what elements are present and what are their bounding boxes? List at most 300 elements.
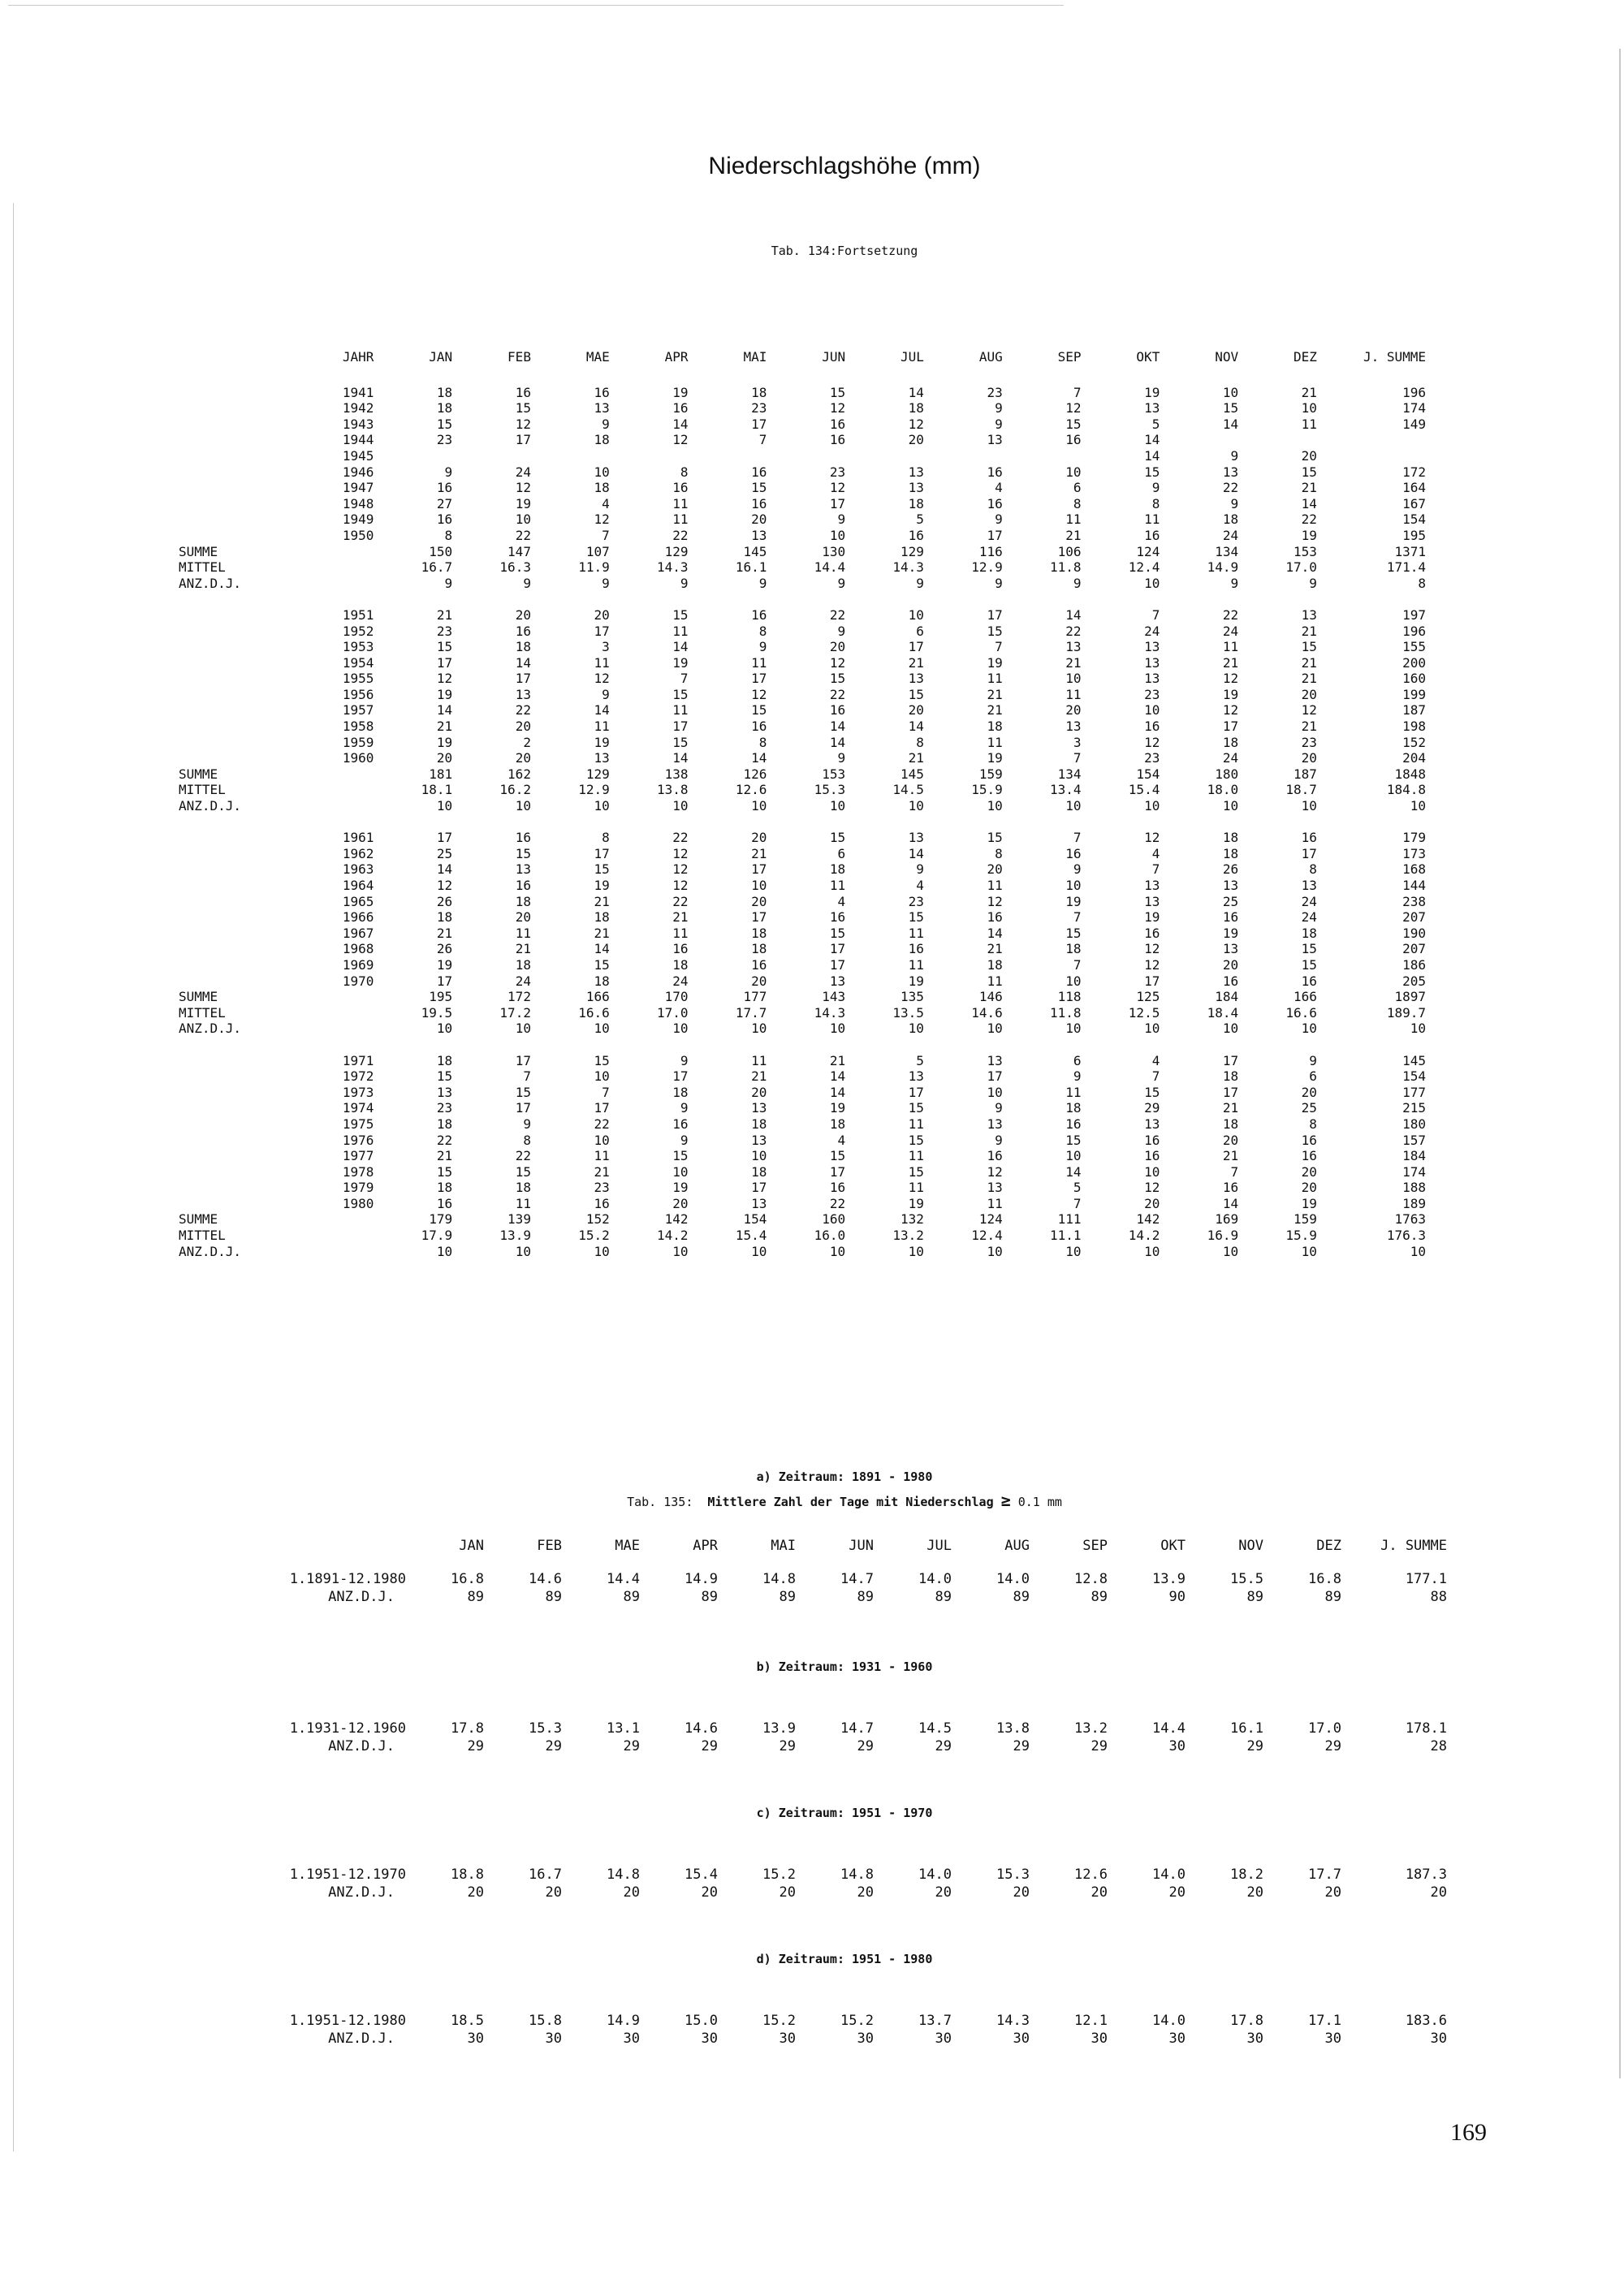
summary-value: 9 [995, 575, 1003, 591]
year-cell: 1951 [342, 606, 374, 623]
value-cell: 204 [1402, 750, 1426, 766]
value-cell: 30 [1246, 2031, 1263, 2047]
value-cell: 11 [1301, 416, 1317, 432]
summary-label: SUMME [179, 989, 218, 1005]
value-cell: 10 [672, 1163, 689, 1180]
value-cell: 11 [987, 734, 1003, 750]
tab135-row-period [252, 1570, 1447, 1588]
value-cell: 20 [672, 1195, 689, 1211]
value-cell: 12 [672, 845, 689, 861]
year-cell: 1958 [342, 719, 374, 735]
value-cell: 14 [594, 941, 610, 957]
value-cell: 14.0 [1152, 1867, 1186, 1883]
value-cell [1317, 448, 1426, 464]
value-cell: 13.7 [918, 2013, 952, 2029]
value-cell: 20 [908, 432, 924, 448]
summary-value: 17.7 [735, 1004, 767, 1021]
value-cell: 12 [1301, 702, 1317, 719]
value-cell: 18.8 [451, 1867, 484, 1883]
value-cell: 7 [680, 671, 689, 687]
value-cell: 13.9 [762, 1720, 796, 1737]
summary-value: 9 [1309, 575, 1317, 591]
year-cell: 1976 [342, 1132, 374, 1148]
value-cell: 22 [1222, 480, 1239, 496]
value-cell: 20 [857, 1884, 874, 1901]
value-cell: 21 [1301, 480, 1317, 496]
summary-value: 14.5 [892, 782, 924, 798]
block-spacer [252, 814, 1426, 831]
value-cell: 14 [829, 719, 846, 735]
year-cell: 1957 [342, 702, 374, 719]
tab134-table [179, 346, 1426, 1275]
table-row [252, 671, 1426, 687]
value-cell: 174 [1402, 400, 1426, 416]
summary-label: ANZ.D.J. [179, 1021, 242, 1037]
value-cell: 13 [1222, 941, 1239, 957]
summary-value: 10 [1065, 1021, 1082, 1037]
value-cell: 9 [995, 400, 1003, 416]
value-cell: 22 [672, 830, 689, 846]
value-cell: 13 [1144, 671, 1160, 687]
value-cell: 14 [829, 1068, 846, 1085]
value-cell: 23 [594, 1180, 610, 1196]
value-cell: 7 [1151, 1068, 1160, 1085]
value-cell: 16 [829, 1180, 846, 1196]
value-cell: 9 [1151, 480, 1160, 496]
summary-value: 15.3 [814, 782, 846, 798]
value-cell: 18 [751, 384, 767, 400]
value-cell: 13 [908, 1068, 924, 1085]
value-cell: 6 [1073, 480, 1082, 496]
value-cell: 21 [908, 654, 924, 671]
tab135-row-period [252, 1866, 1447, 1884]
summary-label: ANZ.D.J. [179, 1243, 242, 1259]
summary-row-anz [252, 798, 1426, 814]
value-cell: 16.8 [451, 1571, 484, 1587]
value-cell: 14.4 [1152, 1720, 1186, 1737]
summary-value: 16.6 [1285, 1004, 1317, 1021]
value-cell: 17 [594, 623, 610, 639]
year-cell: 1961 [342, 830, 374, 846]
value-cell: 11 [987, 878, 1003, 893]
value-cell: 16 [436, 511, 453, 528]
value-cell: 10 [594, 1068, 610, 1085]
year-cell: 1959 [342, 734, 374, 750]
value-cell: 7 [758, 432, 767, 448]
value-cell: 16 [829, 909, 846, 926]
summary-value: 169 [1215, 1211, 1239, 1228]
value-cell: 30 [1013, 2031, 1030, 2047]
value-cell: 10 [594, 1132, 610, 1148]
value-cell: 21 [1222, 654, 1239, 671]
value-cell: 29 [1144, 1100, 1160, 1116]
summary-value: 159 [978, 766, 1003, 782]
summary-value: 139 [508, 1211, 531, 1228]
value-cell: 18 [1222, 830, 1239, 846]
value-cell: 8 [1151, 495, 1160, 511]
value-cell: 20 [1144, 1195, 1160, 1211]
value-cell: 17 [829, 956, 846, 973]
value-cell: 10 [1301, 400, 1317, 416]
table-row [252, 496, 1426, 512]
value-cell: 19 [1144, 384, 1160, 400]
value-cell: 10 [1222, 384, 1239, 400]
value-cell: 30 [1324, 2031, 1341, 2047]
value-cell: 18 [594, 432, 610, 448]
value-cell: 15 [829, 384, 846, 400]
value-cell: 9 [995, 1132, 1003, 1148]
value-cell: 17 [751, 416, 767, 432]
value-cell: 24 [515, 464, 531, 480]
value-cell: 14.7 [840, 1571, 874, 1587]
summary-value: 14.2 [657, 1228, 689, 1244]
value-cell: 11 [672, 511, 689, 528]
value-cell: 22 [1065, 623, 1082, 639]
value-cell: 15 [515, 1084, 531, 1100]
table-row [252, 607, 1426, 624]
summary-value: 124 [1136, 543, 1160, 559]
value-cell: 19 [436, 686, 453, 702]
summary-value: 15.9 [971, 782, 1003, 798]
value-cell: 7 [523, 1068, 531, 1085]
value-cell: 15 [829, 671, 846, 687]
value-cell: 7 [1073, 384, 1082, 400]
value-cell: 19 [1301, 1195, 1317, 1211]
summary-value: 9 [680, 575, 689, 591]
value-cell: 89 [779, 1589, 796, 1605]
tab135-section-title: d) Zeitraum: 1951 - 1980 [756, 1952, 933, 1966]
value-cell: 16 [672, 400, 689, 416]
row-label: 1.1951-12.1970 [289, 1867, 406, 1883]
table-row [252, 926, 1426, 942]
value-cell: 22 [829, 686, 846, 702]
value-cell: 12.1 [1074, 2013, 1108, 2029]
value-cell: 89 [857, 1589, 874, 1605]
value-cell: 22 [829, 1195, 846, 1211]
summary-label: ANZ.D.J. [179, 798, 242, 814]
table-row [252, 973, 1426, 990]
value-cell: 13.2 [1074, 1720, 1108, 1737]
summary-value: 17.2 [499, 1004, 531, 1021]
summary-value: 10 [987, 798, 1003, 814]
page-number: 169 [1450, 2119, 1487, 2146]
value-cell: 17 [1222, 719, 1239, 735]
value-cell: 14 [908, 719, 924, 735]
tab135-row-anz [252, 1737, 1447, 1755]
summary-value: 13.4 [1050, 782, 1082, 798]
summary-value: 118 [1057, 989, 1082, 1005]
value-cell: 19 [672, 384, 689, 400]
value-cell: 23 [987, 384, 1003, 400]
value-cell: 17 [672, 1068, 689, 1085]
value-cell: 13 [436, 1084, 453, 1100]
row-label: 1.1951-12.1980 [289, 2013, 406, 2029]
summary-value: 10 [751, 798, 767, 814]
value-cell: 154 [1402, 511, 1426, 528]
summary-value: 116 [978, 543, 1003, 559]
summary-value: 14.6 [971, 1004, 1003, 1021]
summary-label: MITTEL [179, 782, 226, 798]
value-cell: 29 [623, 1738, 640, 1754]
value-cell: 12 [751, 686, 767, 702]
value-cell: 13.8 [996, 1720, 1030, 1737]
summary-value: 153 [822, 766, 846, 782]
value-cell: 13 [987, 432, 1003, 448]
value-cell: 5 [916, 511, 924, 528]
tab135-section-title: b) Zeitraum: 1931 - 1960 [756, 1659, 933, 1674]
block-spacer [252, 591, 1426, 607]
summary-value: 10 [1065, 1243, 1082, 1259]
value-cell: 7 [602, 1084, 610, 1100]
value-cell: 13 [908, 480, 924, 496]
year-cell: 1953 [342, 639, 374, 655]
summary-value: 15.2 [578, 1228, 610, 1244]
value-cell: 22 [515, 702, 531, 719]
value-cell: 17 [908, 1084, 924, 1100]
value-cell: 14.8 [840, 1867, 874, 1883]
value-cell: 17 [436, 973, 453, 989]
value-cell: 14 [751, 750, 767, 766]
summary-label: MITTEL [179, 559, 226, 576]
summary-value: 16.0 [814, 1228, 846, 1244]
summary-value: 12.4 [1128, 559, 1160, 576]
value-cell: 207 [1402, 909, 1426, 926]
value-cell: 15 [908, 1132, 924, 1148]
value-cell: 16 [908, 941, 924, 957]
value-cell: 5 [916, 1052, 924, 1068]
value-cell: 4 [837, 893, 846, 909]
value-cell: 21 [672, 909, 689, 926]
value-cell: 11 [908, 1148, 924, 1164]
value-cell: 14 [672, 750, 689, 766]
value-cell: 15 [672, 1148, 689, 1164]
value-cell: 21 [751, 845, 767, 861]
value-cell: 15 [1222, 400, 1239, 416]
value-cell: 13 [515, 686, 531, 702]
value-cell: 13 [594, 400, 610, 416]
value-cell [1317, 432, 1426, 448]
value-cell: 15 [987, 830, 1003, 846]
year-cell: 1954 [342, 654, 374, 671]
summary-value: 10 [436, 1021, 453, 1037]
value-cell: 17 [515, 432, 531, 448]
value-cell: 13 [1301, 878, 1317, 893]
value-cell: 30 [779, 2031, 796, 2047]
value-cell: 20 [467, 1884, 484, 1901]
value-cell: 15 [1301, 956, 1317, 973]
summary-value: 16.1 [735, 559, 767, 576]
value-cell: 12 [515, 416, 531, 432]
value-cell: 9 [680, 1132, 689, 1148]
summary-value: 106 [1057, 543, 1082, 559]
value-cell [1238, 432, 1317, 448]
value-cell: 17 [672, 719, 689, 735]
value-cell: 14.9 [607, 2013, 640, 2029]
value-cell [531, 448, 610, 464]
table-row [252, 702, 1426, 719]
value-cell: 23 [1144, 686, 1160, 702]
summary-value: 12.4 [971, 1228, 1003, 1244]
value-cell: 18 [436, 1116, 453, 1132]
value-cell: 11 [1144, 511, 1160, 528]
value-cell: 16 [1222, 1180, 1239, 1196]
value-cell: 18 [436, 384, 453, 400]
year-cell: 1973 [342, 1084, 374, 1100]
summary-value: 1763 [1394, 1211, 1426, 1228]
value-cell: 4 [916, 878, 924, 893]
value-cell: 16.8 [1308, 1571, 1341, 1587]
value-cell: 8 [916, 734, 924, 750]
summary-value: 166 [1294, 989, 1317, 1005]
summary-value: 153 [1294, 543, 1317, 559]
value-cell: 9 [444, 464, 453, 480]
value-cell: 6 [837, 845, 846, 861]
value-cell: 15 [594, 1052, 610, 1068]
summary-value: 11.8 [1050, 1004, 1082, 1021]
value-cell: 15 [751, 702, 767, 719]
value-cell: 13 [829, 973, 846, 989]
column-header: SEP [1057, 349, 1082, 365]
tab135-section-table [252, 2012, 1447, 2048]
value-cell: 16 [751, 719, 767, 735]
summary-value: 16.3 [499, 559, 531, 576]
value-cell: 15 [672, 606, 689, 623]
value-cell: 29 [857, 1738, 874, 1754]
value-cell: 15 [1301, 464, 1317, 480]
year-cell: 1965 [342, 893, 374, 909]
summary-value: 138 [664, 766, 689, 782]
value-cell: 17 [1222, 1052, 1239, 1068]
summary-value: 13.9 [499, 1228, 531, 1244]
value-cell: 30 [1430, 2031, 1447, 2047]
value-cell: 4 [1151, 1052, 1160, 1068]
value-cell: 15 [436, 1068, 453, 1085]
value-cell: 10 [1065, 1148, 1082, 1164]
value-cell: 24 [1144, 623, 1160, 639]
value-cell: 13 [987, 1180, 1003, 1196]
summary-value: 195 [429, 989, 453, 1005]
value-cell: 17 [908, 639, 924, 655]
value-cell: 15 [908, 686, 924, 702]
summary-value: 176.3 [1386, 1228, 1426, 1244]
table-row [252, 1180, 1426, 1196]
value-cell: 19 [908, 973, 924, 989]
table-row [252, 861, 1426, 878]
summary-value: 12.5 [1128, 1004, 1160, 1021]
row-label: ANZ.D.J. [328, 1884, 395, 1901]
tab135-header-row [252, 1537, 1447, 1555]
summary-value: 184 [1215, 989, 1239, 1005]
value-cell: 16 [1222, 973, 1239, 989]
tab135-caption-symbol: ≥ [1000, 1491, 1011, 1510]
summary-value: 134 [1057, 766, 1082, 782]
value-cell: 13 [594, 750, 610, 766]
value-cell: 13 [987, 1052, 1003, 1068]
top-scan-edge [8, 5, 1064, 6]
summary-value: 125 [1136, 989, 1160, 1005]
value-cell: 25 [1301, 1100, 1317, 1116]
value-cell: 8 [602, 830, 610, 846]
summary-value: 10 [436, 798, 453, 814]
row-label: ANZ.D.J. [328, 1738, 395, 1754]
column-header: NOV [1238, 1538, 1263, 1554]
value-cell: 26 [436, 941, 453, 957]
value-cell: 16 [1144, 719, 1160, 735]
tab135-section-table [252, 1720, 1447, 1755]
summary-label: SUMME [179, 766, 218, 782]
summary-value: 14.4 [814, 559, 846, 576]
value-cell: 15 [829, 830, 846, 846]
year-cell: 1972 [342, 1068, 374, 1085]
value-cell: 12 [672, 878, 689, 893]
value-cell: 14.0 [918, 1867, 952, 1883]
value-cell: 24 [672, 973, 689, 989]
value-cell: 11 [908, 1116, 924, 1132]
value-cell: 24 [515, 973, 531, 989]
summary-value: 154 [743, 1211, 767, 1228]
column-header: MAI [743, 349, 767, 365]
value-cell: 196 [1402, 623, 1426, 639]
value-cell: 9 [602, 416, 610, 432]
value-cell: 16 [1301, 1148, 1317, 1164]
value-cell: 14 [1144, 447, 1160, 464]
year-cell: 1975 [342, 1116, 374, 1132]
value-cell: 20 [1013, 1884, 1030, 1901]
value-cell: 167 [1402, 495, 1426, 511]
table-row [252, 528, 1426, 544]
value-cell: 15 [515, 1163, 531, 1180]
value-cell: 20 [515, 719, 531, 735]
value-cell: 2 [523, 734, 531, 750]
column-header: AUG [1004, 1538, 1030, 1554]
value-cell: 16 [672, 941, 689, 957]
value-cell: 18 [1222, 511, 1239, 528]
summary-value: 147 [508, 543, 531, 559]
table-row [252, 1085, 1426, 1101]
year-cell: 1978 [342, 1163, 374, 1180]
row-label: 1.1931-12.1960 [289, 1720, 406, 1737]
table-row [252, 624, 1426, 640]
value-cell: 11 [987, 671, 1003, 687]
value-cell: 11 [515, 925, 531, 941]
table-row [252, 1196, 1426, 1212]
value-cell: 29 [467, 1738, 484, 1754]
value-cell: 13 [751, 1100, 767, 1116]
value-cell: 12 [1144, 956, 1160, 973]
value-cell: 12.8 [1074, 1571, 1108, 1587]
table-row [252, 432, 1426, 448]
summary-row-mittel [252, 559, 1426, 576]
value-cell: 10 [594, 464, 610, 480]
value-cell: 17 [1222, 1084, 1239, 1100]
summary-value: 14.3 [657, 559, 689, 576]
value-cell: 17 [1144, 973, 1160, 989]
tab135-section-title: a) Zeitraum: 1891 - 1980 [756, 1470, 933, 1484]
value-cell: 17 [987, 1068, 1003, 1085]
value-cell: 21 [1222, 1148, 1239, 1164]
value-cell: 20 [1301, 1163, 1317, 1180]
value-cell: 17 [515, 1100, 531, 1116]
value-cell [1160, 432, 1238, 448]
value-cell: 16 [1301, 830, 1317, 846]
summary-value: 13.8 [657, 782, 689, 798]
column-header: OKT [1136, 349, 1160, 365]
tab135-section-table [252, 1866, 1447, 1901]
summary-row-summe [252, 544, 1426, 560]
summary-value: 12.6 [735, 782, 767, 798]
value-cell: 11 [908, 1180, 924, 1196]
value-cell: 18 [908, 495, 924, 511]
